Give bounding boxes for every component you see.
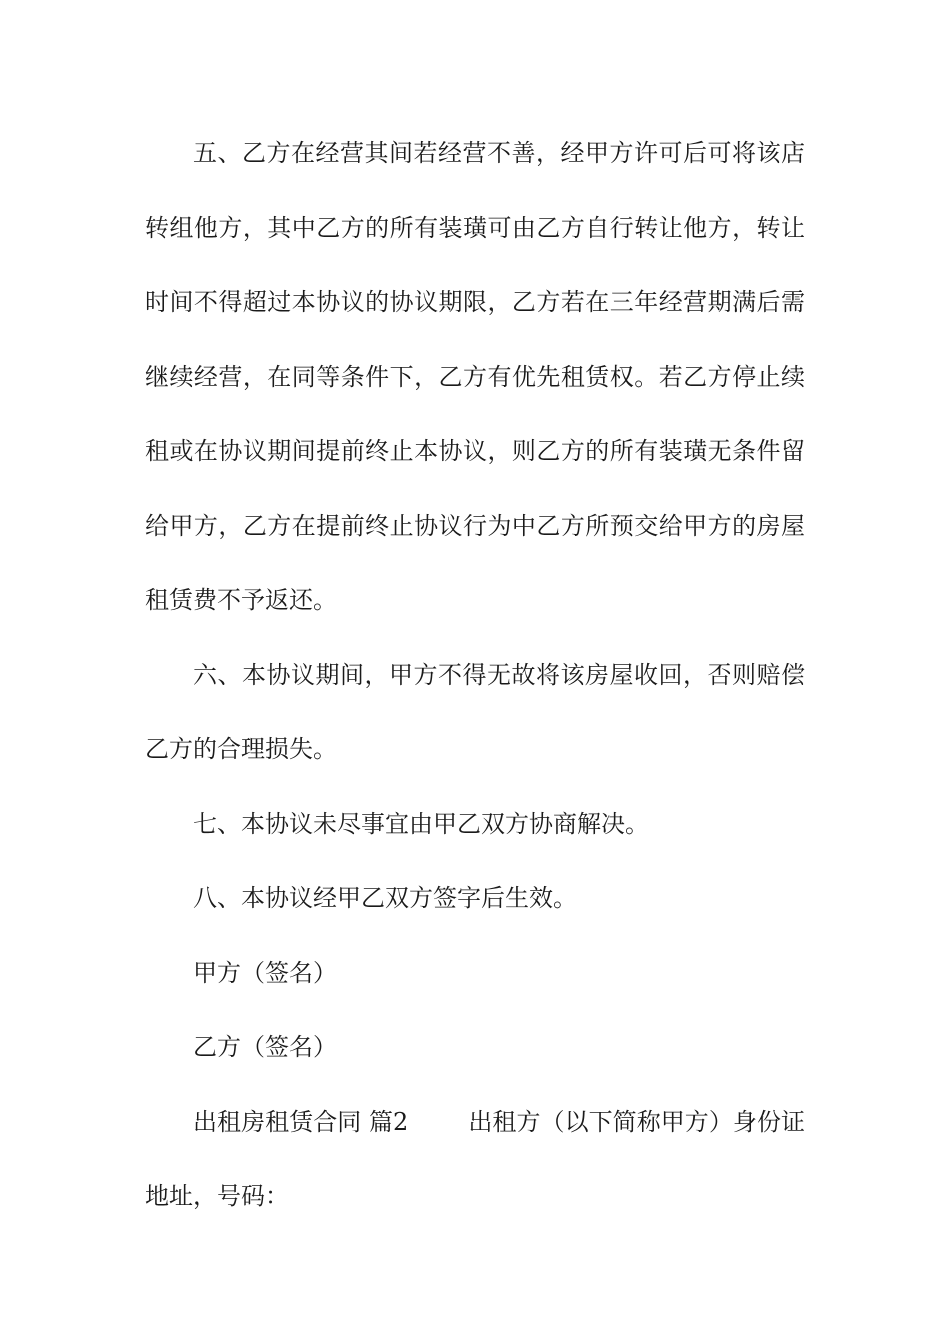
section-continuation: 出租方（以下简称甲方）身份证地址，号码： [145,1107,805,1210]
party-a-signature: 甲方（签名） [193,958,337,987]
clause-6-paragraph: 六、本协议期间，甲方不得无故将该房屋收回，否则赔偿乙方的合理损失。 [145,660,805,763]
section-heading-paragraph [145,1085,805,1234]
clause-5-paragraph: 五、乙方在经营其间若经营不善，经甲方许可后可将该店转组他方，其中乙方的所有装璜可由乙方自行转让他方，转让时间不得超过本协议的协议期限，乙方若在三年经营期满后需继续经营，在同等条件下，乙方有优先租赁权。若乙方停止续租或在协议期间提前终止本协议，则乙方的所有装璜无条件留给甲方，乙方在提前终止协议行为中乙方所预交给甲方的房屋租赁费不予返还。 [145,139,805,614]
clause-8-paragraph: 八、本协议经甲乙双方签字后生效。 [193,884,577,912]
party-b-signature: 乙方（签名） [193,1033,337,1061]
section-title: 出租房租赁合同 篇2 [193,1107,409,1136]
document-body [145,116,805,1234]
clause-7-paragraph: 七、本协议未尽事宜由甲乙双方协商解决。 [193,809,649,838]
